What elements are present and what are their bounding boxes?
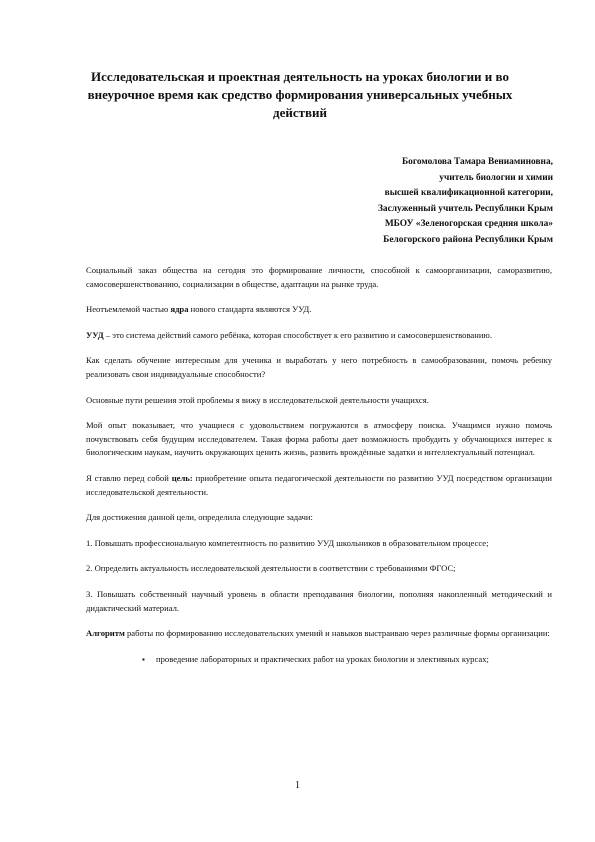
paragraph-task-3: 3. Повышать собственный научный уровень в области преподавания биологии, пополняя накопленный методический и дидактический материал. [86,588,552,613]
paragraph-algorithm-rest: работы по формированию исследовательских умений и навыков выстраиваю через различные формы организации: [124,628,550,639]
paragraph-solution: Основные пути решения этой проблемы я вижу в исследовательской деятельности учащихся. [86,394,429,405]
paragraph-algorithm-bold: Алгоритм [86,628,125,639]
paragraph-uud-bold: УУД [86,329,104,340]
author-district: Белогорского района Республики Крым [383,234,553,245]
document-body [86,264,552,666]
paragraph-core [86,303,552,317]
paragraph-social-order: Социальный заказ общества на сегодня это формирование личности, способной к самоорганизации, саморазвитию, самосовершенствованию, социализации в обществе, адаптации на рынке труда. [86,265,552,289]
document-title: Исследовательская и проектная деятельность на уроках биологии и во внеурочное время как средство формирования универсальных учебных действий [87,69,513,120]
bullet-list-item [142,653,552,667]
author-honor: Заслуженный учитель Республики Крым [377,203,553,214]
paragraph-task-1: 1. Повышать профессиональную компетентность по развитию УУД школьников в образовательном процессе; [86,537,489,548]
paragraph-task-2: 2. Определить актуальность исследовательской деятельности в соответствии с требованиями ФГОС; [86,563,456,574]
bullet-text: проведение лабораторных и практических работ на уроках биологии и элективных курсах; [156,653,489,664]
paragraph-uud-definition [86,329,552,343]
paragraph-question: Как сделать обучение интересным для ученика и выработать у него потребность в самообразовании, помочь ребенку реализовать свои индивидуальные способности? [86,355,552,379]
author-school: МБОУ «Зеленогорская средняя школа» [384,219,553,229]
paragraph-goal-post: приобретение опыта педагогической деятельности по развитию УУД посредством организации исследовательской деятельности. [86,472,552,497]
paragraph-core-post: нового стандарта являются УУД. [188,304,312,315]
author-role: учитель биологии и химии [439,172,553,183]
paragraph-algorithm [86,627,552,641]
paragraph-experience: Мой опыт показывает, что учащиеся с удовольствием погружаются в атмосферу поиска. Учащимся нужно помочь почувствовать себя будущим исследователем. Такая форма работы дает возможность пробудить у обучающихся интерес к биологическим наукам, научить окружающих ценить жизнь, развить врождённые задатки и интеллектуальный потенциал. [86,420,552,458]
author-name: Богомолова Тамара Вениаминовна, [401,157,553,167]
paragraph-goal-bold: цель: [171,472,193,483]
author-block [253,155,553,248]
paragraph-core-pre: Неотъемлемой частью [86,304,171,315]
paragraph-uud-rest: – это система действий самого ребёнка, которая способствует к его развитию и самосовершенствованию. [103,329,492,340]
paragraph-goal-pre: Я ставлю перед собой [86,472,172,483]
page-number: 1 [295,780,300,791]
paragraph-core-bold: ядра [170,304,189,315]
bullet-icon: ▪ [142,654,145,664]
paragraph-goal [86,472,552,499]
paragraph-tasks-intro: Для достижения данной цели, определила следующие задачи: [86,512,313,523]
author-category: высшей квалификационной категории, [384,188,553,198]
